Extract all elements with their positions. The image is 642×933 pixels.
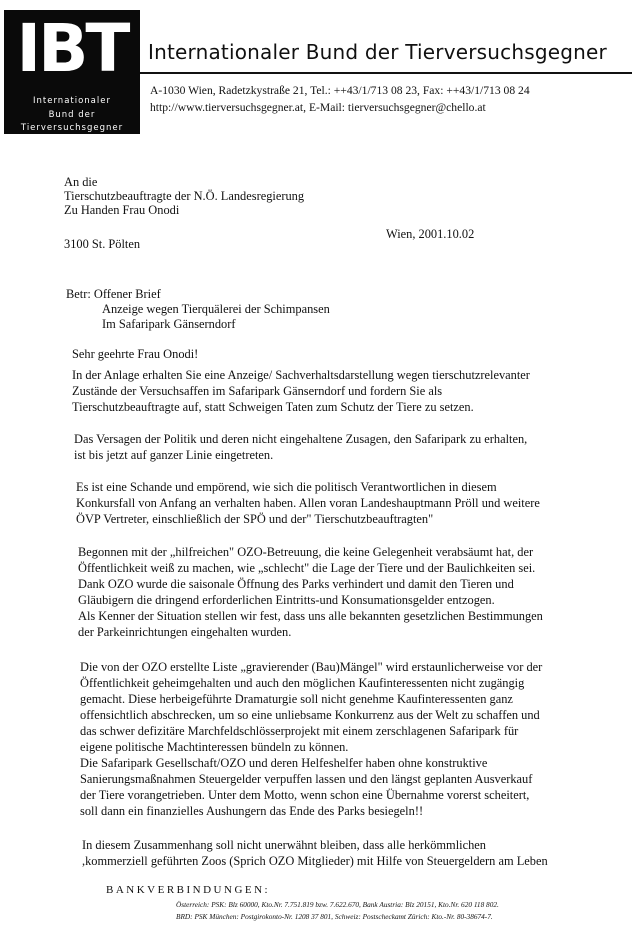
recipient-line-1: An die <box>64 175 98 189</box>
logo-mark: IBT <box>16 10 128 87</box>
body-line: Es ist eine Schande und empörend, wie sich die politisch Verantwortlichen in diesem <box>76 480 497 494</box>
web-email-line: http://www.tierversuchsgegner.at, E-Mail: tierversuchsgegner@chello.at <box>150 101 486 114</box>
body-line: Als Kenner der Situation stellen wir fest, dass uns alle bekannten gesetzlichen Bestimmungen <box>78 609 543 623</box>
body-line: Begonnen mit der „hilfreichen" OZO-Betreuung, die keine Gelegenheit verabsäumt hat, der <box>78 545 534 559</box>
body-line: ist bis jetzt auf ganzer Linie eingetreten. <box>74 448 274 462</box>
body-line: Öffentlichkeit geheimgehalten und auch den möglichen Kaufinteressenten nicht zugängig <box>80 676 525 690</box>
body-line: Zustände der Versuchsaffen im Safaripark Gänserndorf und fordern Sie als <box>72 384 443 398</box>
body-line: Die Safaripark Gesellschaft/OZO und deren Helfeshelfer haben ohne konstruktive <box>80 756 488 770</box>
body-line: Dank OZO wurde die saisonale Öffnung des Parks verhindert und damit den Tieren und <box>78 577 514 591</box>
body-line: ,kommerziell geführten Zoos (Sprich OZO Mitglieder) mit Hilfe von Steuergeldern am Leben <box>82 854 548 868</box>
organization-logo <box>4 10 140 134</box>
bank-details-line-2: BRD: PSK München: Postgirokonto-Nr. 1208 37 801, Schweiz: Postscheckamt Zürich: Kto.-Nr. 80-38674-7. <box>176 912 493 921</box>
bank-details-line-1: Österreich: PSK: Blz 60000, Kto.Nr. 7.751.819 bzw. 7.622.670, Bank Austria: Blz 20151, Kto.Nr. 620 118 802. <box>176 900 499 909</box>
subject-line-2: Anzeige wegen Tierquälerei der Schimpansen <box>102 302 330 316</box>
salutation: Sehr geehrte Frau Onodi! <box>72 347 199 361</box>
logo-line-2: Bund der <box>48 110 96 120</box>
body-line: ÖVP Vertreter, einschließlich der SPÖ und der" Tierschutzbeauftragten" <box>76 512 434 526</box>
body-line: soll dann ein finanzielles Aushungern das Ende des Parks besiegeln!! <box>80 804 424 818</box>
organization-name: Internationaler Bund der Tierversuchsgegner <box>148 40 607 64</box>
body-line: der Parkeinrichtungen eingehalten wurden. <box>78 625 292 639</box>
body-line: In der Anlage erhalten Sie eine Anzeige/ Sachverhaltsdarstellung wegen tierschutzrelevanter <box>72 368 530 382</box>
body-line: das schwer defizitäre Marchfeldschlösserprojekt mit einem zerschlagenen Safaripark für <box>80 724 519 738</box>
body-line: Sanierungsmaßnahmen Steuergelder verpuffen lassen und den längst geplanten Ausverkauf <box>80 772 533 786</box>
body-line: Gläubigern die dringend erforderlichen Eintritts-und Konsumationsgelder entzogen. <box>78 593 495 607</box>
body-line: gemacht. Diese herbeigeführte Dramaturgie soll nicht genehme Kaufinteressenten ganz <box>80 692 513 706</box>
subject-line-3: Im Safaripark Gänserndorf <box>102 317 236 331</box>
recipient-line-2: Tierschutzbeauftragte der N.Ö. Landesregierung <box>64 189 305 203</box>
logo-line-3: Tierversuchsgegner <box>20 123 124 133</box>
body-line: eigene politische Machtinteressen bündeln zu können. <box>80 740 349 754</box>
letter-date: Wien, 2001.10.02 <box>386 227 475 241</box>
body-line: Tierschutzbeauftragte auf, statt Schweigen Taten zum Schutz der Tiere zu setzen. <box>72 400 474 414</box>
logo-line-1: Internationaler <box>33 96 111 106</box>
recipient-line-3: Zu Handen Frau Onodi <box>64 203 180 217</box>
body-line: Die von der OZO erstellte Liste „gravierender (Bau)Mängel" wird erstaunlicherweise vor der <box>80 660 543 674</box>
body-line: offensichtlich abschrecken, um so eine unliebsame Konkurrenz aus der Welt zu schaffen und <box>80 708 540 722</box>
header-divider <box>140 72 632 74</box>
recipient-city: 3100 St. Pölten <box>64 237 141 251</box>
body-line: Öffentlichkeit weiß zu machen, wie „schlecht" die Lage der Tiere und der Baulichkeiten sei. <box>78 561 536 575</box>
subject-line-1: Betr: Offener Brief <box>66 287 161 301</box>
body-line: Konkursfall von Anfang an verhalten haben. Allen voran Landeshauptmann Pröll und weitere <box>76 496 540 510</box>
address-line: A-1030 Wien, Radetzkystraße 21, Tel.: ++43/1/713 08 23, Fax: ++43/1/713 08 24 <box>150 84 530 97</box>
bank-details-title: BANKVERBINDUNGEN: <box>106 884 271 896</box>
body-line: Das Versagen der Politik und deren nicht eingehaltene Zusagen, den Safaripark zu erhalten, <box>74 432 528 446</box>
body-line: In diesem Zusammenhang soll nicht unerwähnt bleiben, dass alle herkömmlichen <box>82 838 486 852</box>
body-line: der Tiere vorangetrieben. Unter dem Motto, wenn schon eine Übernahme vorerst scheitert, <box>80 788 530 802</box>
